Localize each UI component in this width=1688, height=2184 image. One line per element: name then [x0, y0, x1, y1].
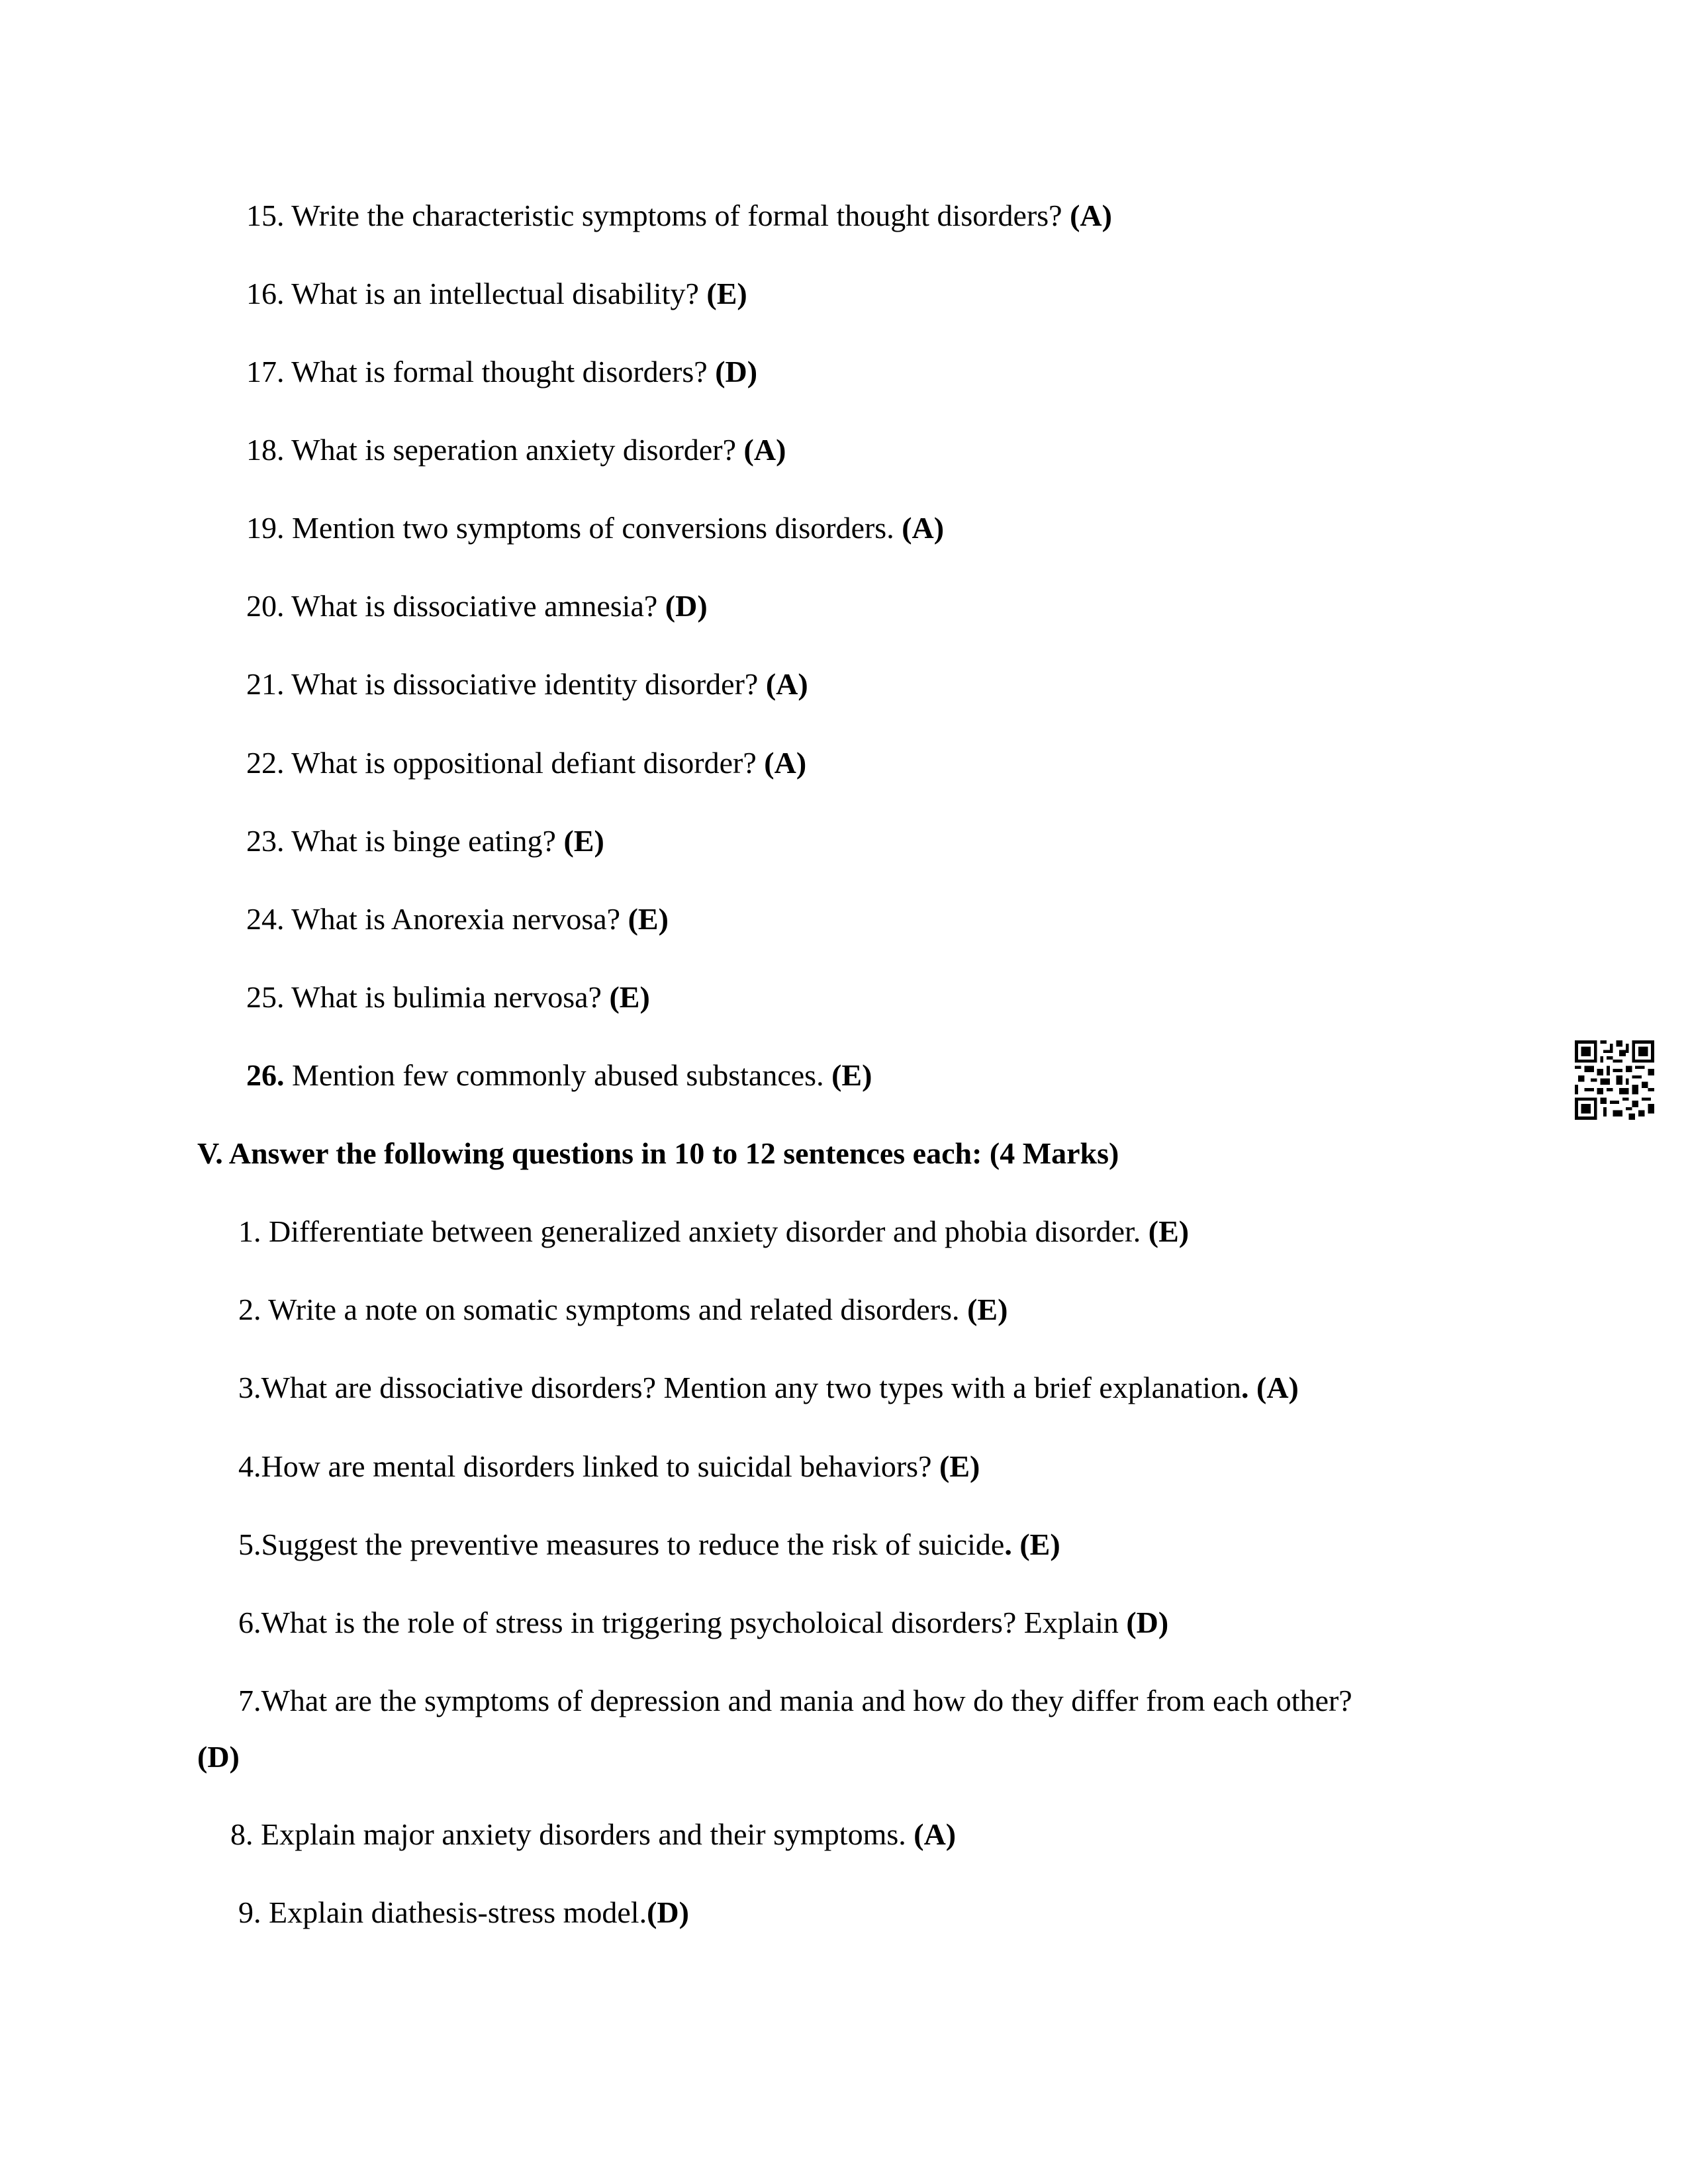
question-text: Mention few commonly abused substances. — [292, 1058, 824, 1092]
difficulty-tag: (D) — [715, 355, 758, 388]
question-number: 26. — [246, 1058, 285, 1092]
difficulty-tag: (E) — [628, 902, 669, 936]
difficulty-tag: (E) — [609, 980, 650, 1014]
question-text: How are mental disorders linked to suicidal behaviors? — [261, 1449, 932, 1483]
question-text: What is dissociative amnesia? — [291, 589, 658, 623]
question-16 — [246, 277, 747, 312]
qr-code-icon — [1574, 1040, 1655, 1120]
question-19 — [246, 511, 944, 546]
question-text: What is the role of stress in triggering psycholoical disorders? Explain — [261, 1606, 1119, 1639]
question-text: Suggest the preventive measures to reduce the risk of suicide — [261, 1527, 1005, 1561]
section-v-heading: V. Answer the following questions in 10 to 12 sentences each: (4 Marks) — [197, 1136, 1119, 1170]
question-15 — [246, 199, 1112, 234]
question-text: What is formal thought disorders? — [291, 355, 708, 388]
question-number: 1. — [238, 1214, 261, 1248]
question-number: 7. — [238, 1684, 261, 1717]
question-text: Write the characteristic symptoms of formal thought disorders? — [291, 199, 1062, 232]
difficulty-tag: (E) — [831, 1058, 872, 1092]
difficulty-tag: (E) — [563, 824, 604, 858]
question-number: 6. — [238, 1606, 261, 1639]
question-24 — [246, 902, 669, 937]
question-number: 18. — [246, 433, 285, 467]
question-18 — [246, 433, 786, 468]
question-number: 22. — [246, 746, 285, 780]
long-question-4 — [238, 1449, 980, 1484]
question-text: What are dissociative disorders? Mention any two types with a brief explanation — [261, 1371, 1242, 1404]
question-number: 5. — [238, 1527, 261, 1561]
question-text: What is bulimia nervosa? — [291, 980, 602, 1014]
question-number: 19. — [246, 511, 285, 545]
long-question-5 — [238, 1527, 1060, 1563]
difficulty-tag: (A) — [1070, 199, 1112, 232]
difficulty-tag: (D) — [1126, 1606, 1169, 1639]
question-text: Explain major anxiety disorders and their symptoms. — [261, 1817, 906, 1851]
difficulty-tag: (A) — [914, 1817, 957, 1851]
question-text: Mention two symptoms of conversions disorders. — [292, 511, 894, 545]
question-number: 23. — [246, 824, 285, 858]
difficulty-tag: (D) — [665, 589, 708, 623]
difficulty-tag: (E) — [1148, 1214, 1190, 1248]
question-23 — [246, 824, 604, 859]
difficulty-tag: (D) — [647, 1895, 689, 1929]
long-question-7-tag: (D) — [197, 1740, 240, 1774]
question-number: 21. — [246, 667, 285, 701]
question-text: Differentiate between generalized anxiety disorder and phobia disorder. — [269, 1214, 1141, 1248]
long-question-9 — [238, 1895, 689, 1931]
difficulty-tag: (E) — [939, 1449, 980, 1483]
question-25 — [246, 980, 650, 1015]
difficulty-tag: . (A) — [1241, 1371, 1299, 1404]
long-question-8 — [230, 1817, 956, 1852]
difficulty-tag: (E) — [967, 1293, 1008, 1326]
question-text: What is seperation anxiety disorder? — [291, 433, 737, 467]
question-26 — [246, 1058, 872, 1093]
question-number: 2. — [238, 1293, 261, 1326]
difficulty-tag: (A) — [902, 511, 945, 545]
question-number: 9. — [238, 1895, 261, 1929]
question-text: What is binge eating? — [291, 824, 556, 858]
question-number: 24. — [246, 902, 285, 936]
long-question-1 — [238, 1214, 1189, 1250]
question-number: 4. — [238, 1449, 261, 1483]
question-number: 3. — [238, 1371, 261, 1404]
question-text: Write a note on somatic symptoms and related disorders. — [268, 1293, 960, 1326]
difficulty-tag: (A) — [764, 746, 807, 780]
question-text: What are the symptoms of depression and mania and how do they differ from each other? — [261, 1684, 1352, 1717]
question-number: 15. — [246, 199, 285, 232]
difficulty-tag: (E) — [706, 277, 747, 310]
question-22 — [246, 746, 806, 781]
question-text: Explain diathesis-stress model. — [269, 1895, 647, 1929]
question-number: 16. — [246, 277, 285, 310]
question-21 — [246, 667, 808, 702]
question-text: What is an intellectual disability? — [291, 277, 699, 310]
long-question-2 — [238, 1293, 1008, 1328]
question-number: 17. — [246, 355, 285, 388]
long-question-6 — [238, 1606, 1168, 1641]
question-17 — [246, 355, 757, 390]
difficulty-tag: . (E) — [1004, 1527, 1060, 1561]
question-text: What is Anorexia nervosa? — [291, 902, 621, 936]
difficulty-tag: (A) — [743, 433, 786, 467]
question-text: What is dissociative identity disorder? — [291, 667, 759, 701]
question-number: 8. — [230, 1817, 254, 1851]
question-20 — [246, 589, 708, 624]
question-text: What is oppositional defiant disorder? — [291, 746, 757, 780]
question-number: 25. — [246, 980, 285, 1014]
long-question-3 — [238, 1371, 1299, 1406]
long-question-7 — [238, 1684, 1352, 1719]
question-number: 20. — [246, 589, 285, 623]
difficulty-tag: (A) — [765, 667, 808, 701]
